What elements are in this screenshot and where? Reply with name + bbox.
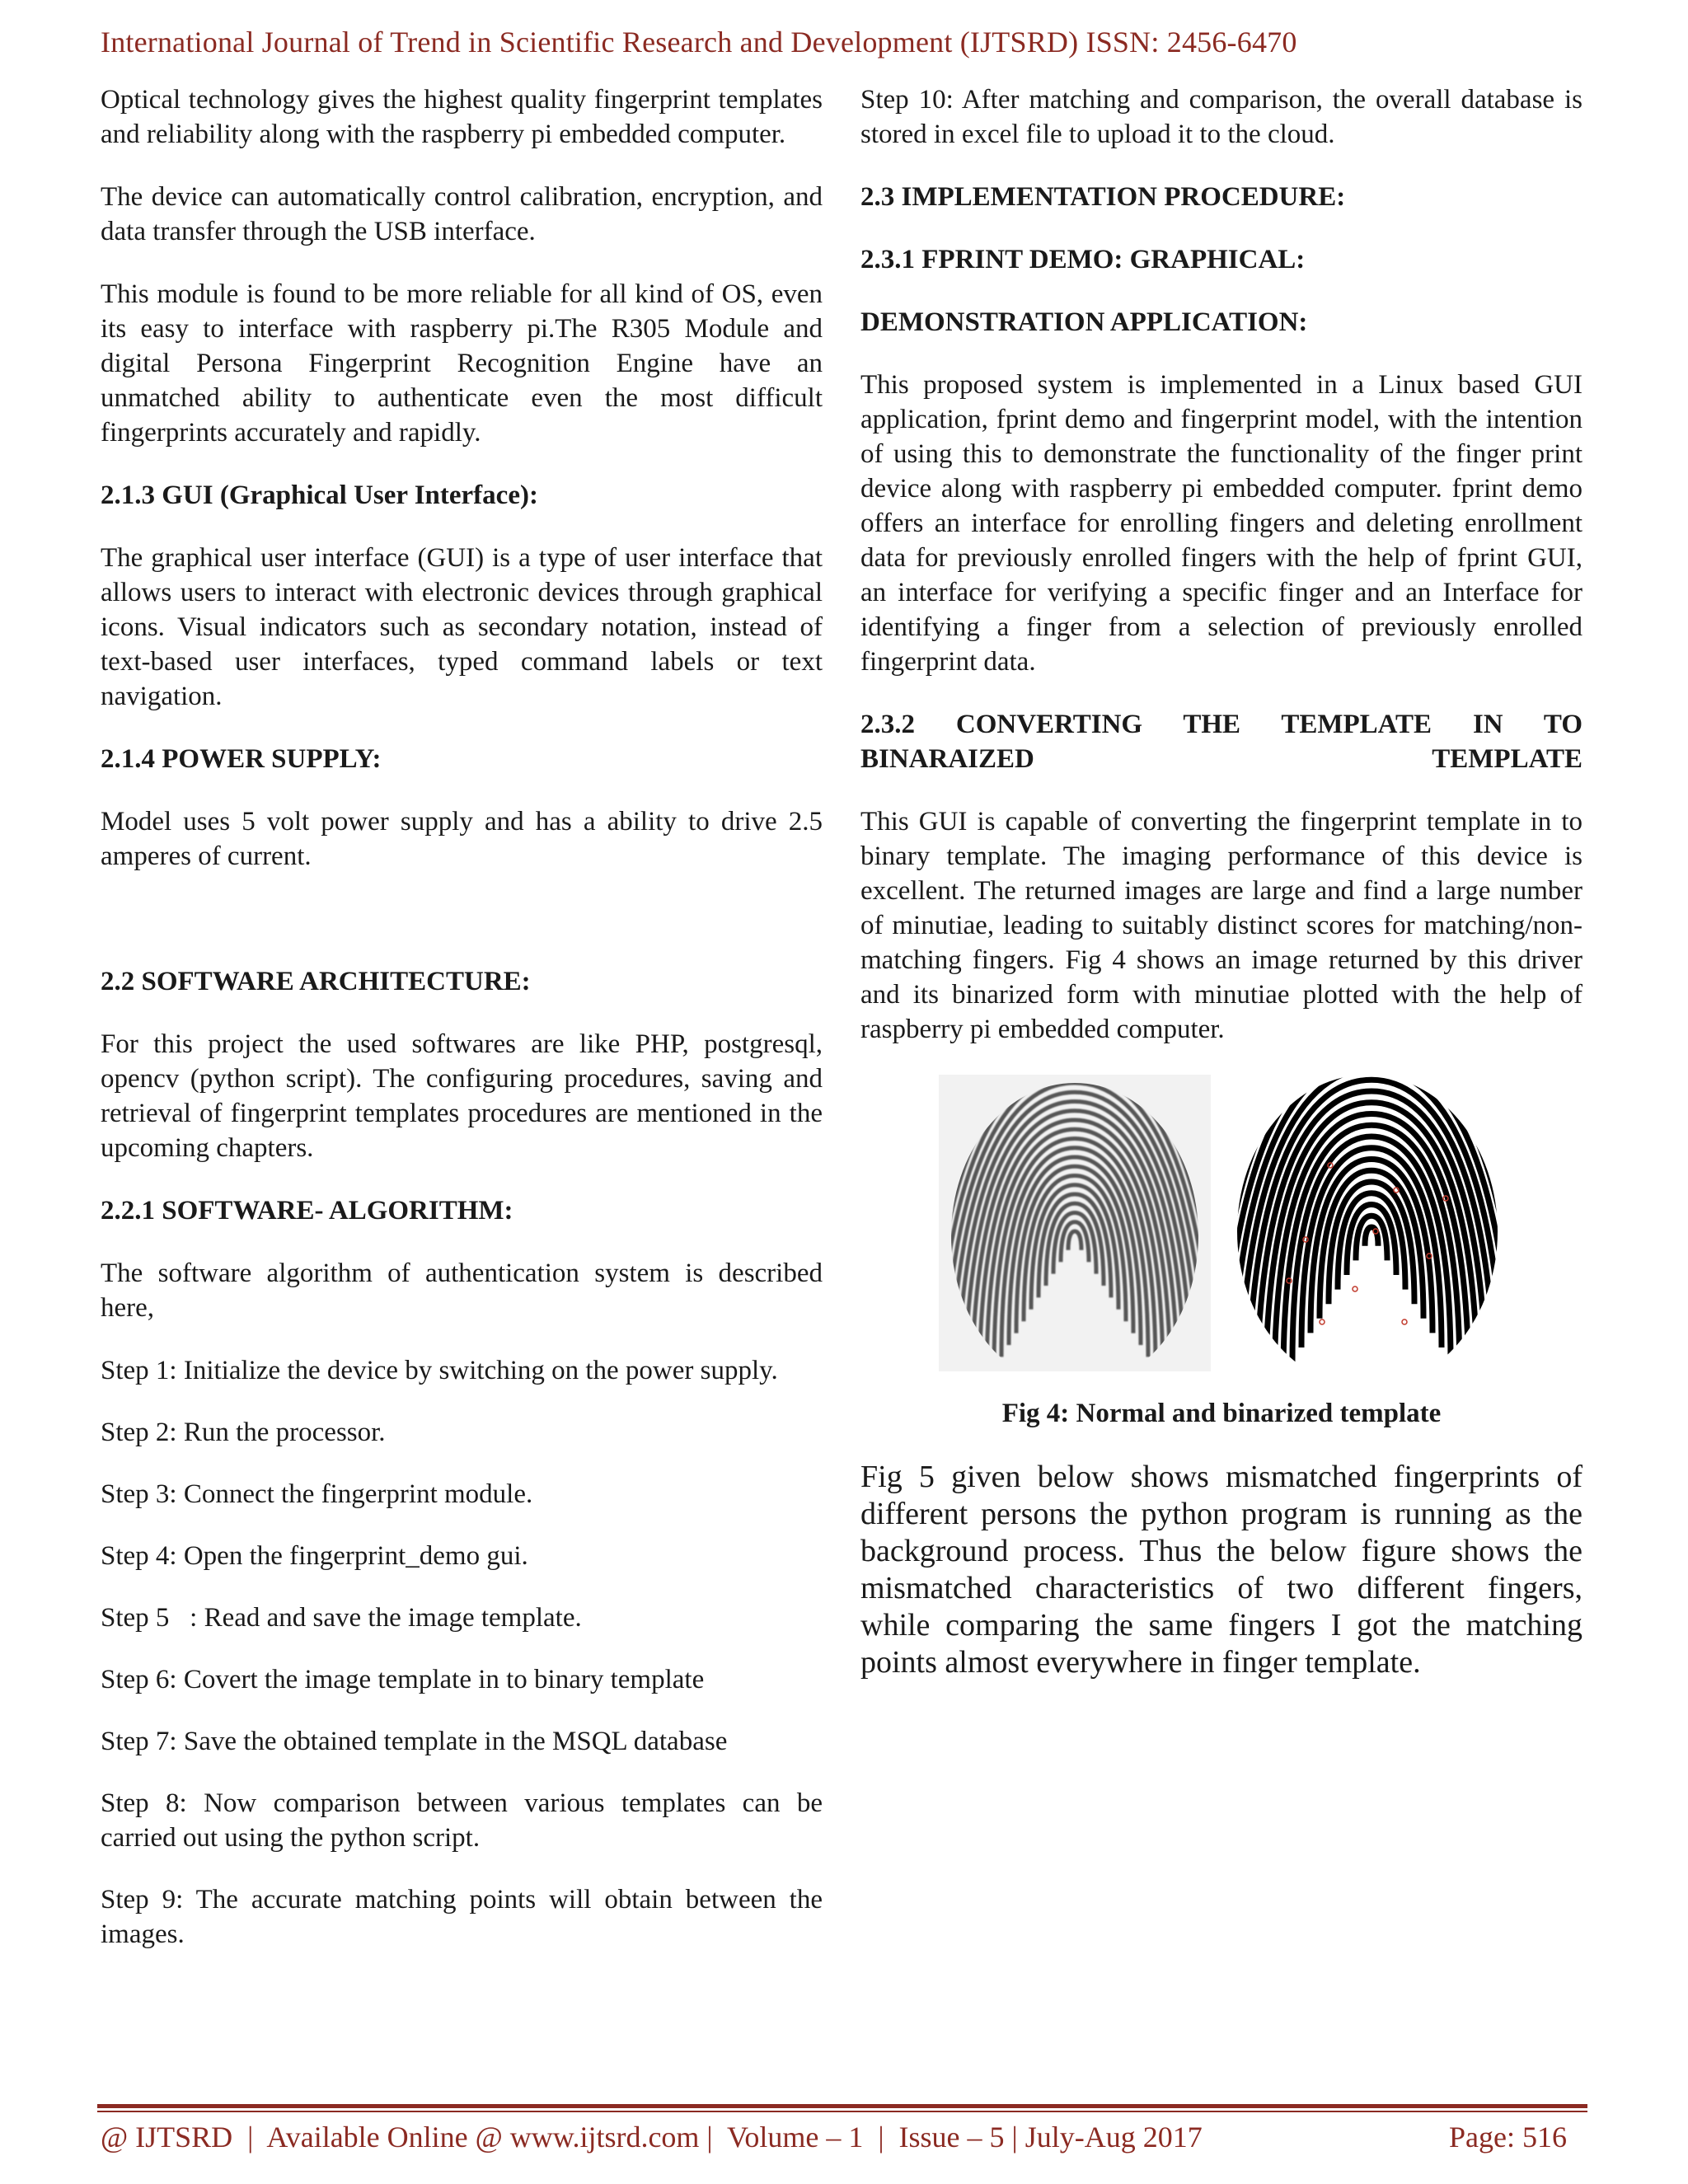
footer-rule <box>97 2104 1587 2112</box>
paragraph-fig5: Fig 5 given below shows mismatched fingerprints of different persons the python program is running as the background process. Thus the below figure shows the mismatched characteristics of two different fingers, while comparing the same fingers I got the matching points almost everywhere in finger template. <box>860 1460 1582 1680</box>
algorithm-step: Step 5 : Read and save the image template. <box>101 1603 582 1633</box>
heading-gui: 2.1.3 GUI (Graphical User Interface): <box>101 480 538 510</box>
binarized-fingerprint-image <box>1231 1075 1503 1371</box>
journal-header: International Journal of Trend in Scientific Research and Development (IJTSRD) ISSN: 2456-6470 <box>101 26 1297 59</box>
paragraph-power-supply: Model uses 5 volt power supply and has a ability to drive 2.5 amperes of current. <box>101 807 823 871</box>
paragraph-optical: Optical technology gives the highest quality fingerprint templates and reliability along with the raspberry pi embedded computer. <box>101 85 823 149</box>
heading-demonstration-application: DEMONSTRATION APPLICATION: <box>860 307 1308 337</box>
paragraph-algorithm-intro: The software algorithm of authentication system is described here, <box>101 1258 823 1323</box>
algorithm-step: Step 7: Save the obtained template in the MSQL database <box>101 1727 728 1756</box>
heading-fprint-demo: 2.3.1 FPRINT DEMO: GRAPHICAL: <box>860 245 1306 274</box>
left-column <box>101 82 823 1979</box>
algorithm-step: Step 2: Run the processor. <box>101 1418 386 1447</box>
footer-info: @ IJTSRD | Available Online @ www.ijtsrd.com | Volume – 1 | Issue – 5 | July-Aug 2017 <box>101 2121 1203 2154</box>
paragraph-module: This module is found to be more reliable for all kind of OS, even its easy to interface with raspberry pi.The R305 Module and digital Persona Fingerprint Recognition Engine have an unmatched ability to authenticate even the most difficult fingerprints accurately and rapidly. <box>101 279 823 448</box>
algorithm-step: Step 1: Initialize the device by switching on the power supply. <box>101 1356 778 1385</box>
figure-caption: Fig 4: Normal and binarized template <box>1001 1399 1442 1428</box>
paragraph-gui: The graphical user interface (GUI) is a type of user interface that allows users to interact with electronic devices through graphical icons. Visual indicators such as secondary notation, instead of text-based user interfaces, typed command labels or text navigation. <box>101 543 823 711</box>
algorithm-step: Step 9: The accurate matching points will obtain between the images. <box>101 1885 823 1949</box>
algorithm-step: Step 6: Covert the image template in to binary template <box>101 1665 705 1694</box>
paragraph-fprint-demo: This proposed system is implemented in a Linux based GUI application, fprint demo and fingerprint model, with the intention of using this to demonstrate the functionality of the finger print device along with raspberry pi embedded computer. fprint demo offers an interface for enrolling fingers and deleting enrollment data for previously enrolled fingers with the help of fprint GUI, an interface for verifying a specific finger and an Interface for identifying a finger from a selection of previously enrolled fingerprint data. <box>860 370 1582 677</box>
fingerprint-figure <box>860 1075 1582 1371</box>
heading-converting-template: 2.3.2 CONVERTING THE TEMPLATE IN TO BINARAIZED TEMPLATE <box>860 710 1582 774</box>
paragraph-device: The device can automatically control calibration, encryption, and data transfer through the USB interface. <box>101 182 823 246</box>
heading-software-algorithm: 2.2.1 SOFTWARE- ALGORITHM: <box>101 1196 513 1226</box>
heading-implementation: 2.3 IMPLEMENTATION PROCEDURE: <box>860 182 1346 212</box>
paragraph-converting-template: This GUI is capable of converting the fingerprint template in to binary template. The imaging performance of this device is excellent. The returned images are large and find a large number of minutiae, leading to suitably distinct scores for matching/non-matching fingers. Fig 4 shows an image returned by this driver and its binarized form with minutiae plotted with the help of raspberry pi embedded computer. <box>860 807 1582 1044</box>
page-number: Page: 516 <box>1449 2121 1567 2154</box>
right-column <box>860 82 1582 1681</box>
algorithm-step: Step 8: Now comparison between various templates can be carried out using the python script. <box>101 1788 823 1853</box>
heading-power-supply: 2.1.4 POWER SUPPLY: <box>101 744 382 774</box>
heading-software-architecture: 2.2 SOFTWARE ARCHITECTURE: <box>101 967 531 996</box>
algorithm-step: Step 4: Open the fingerprint_demo gui. <box>101 1541 528 1571</box>
normal-fingerprint-image <box>939 1075 1211 1371</box>
algorithm-step-10: Step 10: After matching and comparison, the overall database is stored in excel file to upload it to the cloud. <box>860 85 1582 149</box>
algorithm-step: Step 3: Connect the fingerprint module. <box>101 1479 533 1509</box>
paragraph-software-architecture: For this project the used softwares are like PHP, postgresql, opencv (python script). The configuring procedures, saving and retrieval of fingerprint templates procedures are mentioned in the upcoming chapters. <box>101 1029 823 1163</box>
